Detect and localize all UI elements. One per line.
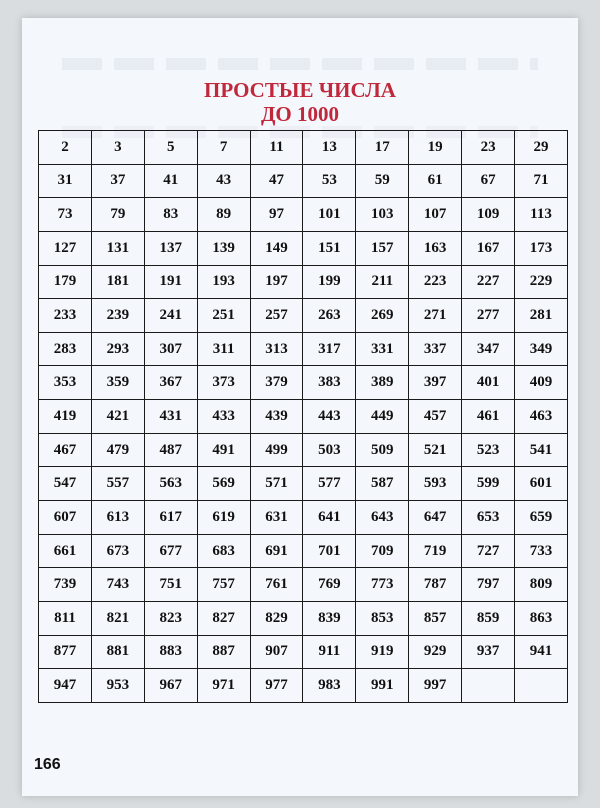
table-row	[39, 568, 568, 602]
prime-cell: 181	[91, 265, 144, 299]
prime-cell: 853	[356, 601, 409, 635]
prime-cell: 911	[303, 635, 356, 669]
prime-cell: 397	[409, 366, 462, 400]
table-row	[39, 164, 568, 198]
prime-cell: 317	[303, 332, 356, 366]
prime-cell: 971	[197, 669, 250, 703]
prime-cell: 701	[303, 534, 356, 568]
prime-cell: 449	[356, 400, 409, 434]
prime-cell: 257	[250, 299, 303, 333]
prime-cell: 823	[144, 601, 197, 635]
prime-cell: 43	[197, 164, 250, 198]
prime-cell: 179	[39, 265, 92, 299]
prime-cell: 557	[91, 467, 144, 501]
prime-cell: 443	[303, 400, 356, 434]
prime-cell: 857	[409, 601, 462, 635]
prime-cell: 389	[356, 366, 409, 400]
prime-cell: 683	[197, 534, 250, 568]
prime-cell: 61	[409, 164, 462, 198]
prime-cell: 17	[356, 131, 409, 165]
prime-cell: 599	[462, 467, 515, 501]
prime-cell: 337	[409, 332, 462, 366]
prime-cell: 941	[515, 635, 568, 669]
prime-cell: 673	[91, 534, 144, 568]
prime-cell: 59	[356, 164, 409, 198]
table-row	[39, 467, 568, 501]
prime-cell: 677	[144, 534, 197, 568]
prime-cell: 113	[515, 198, 568, 232]
table-row	[39, 332, 568, 366]
prime-cell: 797	[462, 568, 515, 602]
prime-cell: 743	[91, 568, 144, 602]
prime-cell: 13	[303, 131, 356, 165]
prime-cell: 647	[409, 501, 462, 535]
prime-cell: 829	[250, 601, 303, 635]
prime-cell: 619	[197, 501, 250, 535]
prime-cell: 37	[91, 164, 144, 198]
prime-cell: 617	[144, 501, 197, 535]
title-line-1: ПРОСТЫЕ ЧИСЛА	[204, 78, 396, 102]
prime-cell: 541	[515, 433, 568, 467]
prime-cell: 691	[250, 534, 303, 568]
prime-cell: 821	[91, 601, 144, 635]
prime-cell: 293	[91, 332, 144, 366]
prime-cell: 811	[39, 601, 92, 635]
prime-cell: 163	[409, 231, 462, 265]
prime-cell: 313	[250, 332, 303, 366]
page-title	[22, 78, 578, 126]
prime-cell: 883	[144, 635, 197, 669]
prime-cell: 569	[197, 467, 250, 501]
prime-cell: 863	[515, 601, 568, 635]
bleed-through-text	[62, 58, 538, 70]
prime-cell: 983	[303, 669, 356, 703]
prime-cell: 641	[303, 501, 356, 535]
prime-cell: 439	[250, 400, 303, 434]
prime-cell: 587	[356, 467, 409, 501]
prime-cell: 7	[197, 131, 250, 165]
page-number: 166	[34, 756, 61, 773]
prime-cell: 421	[91, 400, 144, 434]
title-line-2: ДО 1000	[260, 102, 340, 126]
prime-cell: 277	[462, 299, 515, 333]
prime-cell: 167	[462, 231, 515, 265]
prime-cell: 31	[39, 164, 92, 198]
prime-cell: 953	[91, 669, 144, 703]
prime-cell: 137	[144, 231, 197, 265]
prime-cell: 719	[409, 534, 462, 568]
prime-cell: 631	[250, 501, 303, 535]
prime-cell: 467	[39, 433, 92, 467]
table-row	[39, 669, 568, 703]
table-row	[39, 601, 568, 635]
prime-cell: 367	[144, 366, 197, 400]
prime-cell: 929	[409, 635, 462, 669]
table-row	[39, 265, 568, 299]
table-row	[39, 534, 568, 568]
table-row	[39, 198, 568, 232]
prime-cell: 47	[250, 164, 303, 198]
prime-cell: 97	[250, 198, 303, 232]
prime-cell: 269	[356, 299, 409, 333]
table-row	[39, 366, 568, 400]
prime-cell: 401	[462, 366, 515, 400]
prime-cell: 101	[303, 198, 356, 232]
prime-cell: 199	[303, 265, 356, 299]
prime-cell: 109	[462, 198, 515, 232]
prime-cell: 991	[356, 669, 409, 703]
prime-cell: 211	[356, 265, 409, 299]
table-row	[39, 299, 568, 333]
prime-cell: 103	[356, 198, 409, 232]
prime-cell: 83	[144, 198, 197, 232]
prime-cell: 71	[515, 164, 568, 198]
prime-cell: 223	[409, 265, 462, 299]
prime-cell: 409	[515, 366, 568, 400]
prime-cell: 937	[462, 635, 515, 669]
prime-cell: 727	[462, 534, 515, 568]
prime-cell: 431	[144, 400, 197, 434]
prime-cell: 787	[409, 568, 462, 602]
prime-cell: 379	[250, 366, 303, 400]
prime-cell: 839	[303, 601, 356, 635]
prime-cell: 191	[144, 265, 197, 299]
prime-cell: 3	[91, 131, 144, 165]
prime-cell: 547	[39, 467, 92, 501]
prime-cell: 131	[91, 231, 144, 265]
table-row	[39, 635, 568, 669]
prime-cell: 733	[515, 534, 568, 568]
prime-cell: 349	[515, 332, 568, 366]
prime-cell: 739	[39, 568, 92, 602]
prime-cell: 311	[197, 332, 250, 366]
prime-cell: 881	[91, 635, 144, 669]
prime-cell: 281	[515, 299, 568, 333]
prime-cell: 457	[409, 400, 462, 434]
prime-cell: 283	[39, 332, 92, 366]
prime-cell: 53	[303, 164, 356, 198]
prime-cell: 523	[462, 433, 515, 467]
prime-cell: 751	[144, 568, 197, 602]
prime-cell: 433	[197, 400, 250, 434]
prime-cell: 251	[197, 299, 250, 333]
prime-cell: 521	[409, 433, 462, 467]
prime-cell: 877	[39, 635, 92, 669]
prime-cell: 757	[197, 568, 250, 602]
prime-cell: 229	[515, 265, 568, 299]
prime-cell: 577	[303, 467, 356, 501]
table-row	[39, 231, 568, 265]
prime-cell: 487	[144, 433, 197, 467]
prime-cell: 463	[515, 400, 568, 434]
prime-cell: 67	[462, 164, 515, 198]
prime-cell: 773	[356, 568, 409, 602]
prime-cell: 19	[409, 131, 462, 165]
prime-cell: 907	[250, 635, 303, 669]
prime-cell: 643	[356, 501, 409, 535]
prime-cell: 73	[39, 198, 92, 232]
prime-cell: 347	[462, 332, 515, 366]
prime-cell: 41	[144, 164, 197, 198]
prime-cell: 241	[144, 299, 197, 333]
prime-cell: 239	[91, 299, 144, 333]
prime-cell: 149	[250, 231, 303, 265]
table-row	[39, 131, 568, 165]
prime-cell: 139	[197, 231, 250, 265]
table-row	[39, 501, 568, 535]
book-page	[22, 18, 578, 796]
prime-cell: 151	[303, 231, 356, 265]
prime-cell: 2	[39, 131, 92, 165]
prime-cell: 479	[91, 433, 144, 467]
prime-cell: 29	[515, 131, 568, 165]
prime-cell: 859	[462, 601, 515, 635]
prime-cell: 997	[409, 669, 462, 703]
prime-cell: 23	[462, 131, 515, 165]
prime-cell: 613	[91, 501, 144, 535]
prime-cell: 659	[515, 501, 568, 535]
prime-cell: 499	[250, 433, 303, 467]
table-row	[39, 433, 568, 467]
prime-cell: 79	[91, 198, 144, 232]
prime-cell: 419	[39, 400, 92, 434]
prime-cell: 197	[250, 265, 303, 299]
prime-cell: 503	[303, 433, 356, 467]
prime-cell: 127	[39, 231, 92, 265]
prime-cell: 307	[144, 332, 197, 366]
prime-cell: 661	[39, 534, 92, 568]
prime-cell: 947	[39, 669, 92, 703]
prime-cell: 601	[515, 467, 568, 501]
prime-cell: 373	[197, 366, 250, 400]
prime-cell: 359	[91, 366, 144, 400]
table-row	[39, 400, 568, 434]
prime-cell: 977	[250, 669, 303, 703]
prime-cell: 761	[250, 568, 303, 602]
prime-cell: 607	[39, 501, 92, 535]
prime-cell: 5	[144, 131, 197, 165]
prime-cell: 233	[39, 299, 92, 333]
prime-cell: 919	[356, 635, 409, 669]
empty-cell	[515, 669, 568, 703]
prime-cell: 653	[462, 501, 515, 535]
prime-cell: 11	[250, 131, 303, 165]
prime-cell: 461	[462, 400, 515, 434]
prime-cell: 383	[303, 366, 356, 400]
prime-cell: 107	[409, 198, 462, 232]
primes-table	[38, 130, 568, 703]
prime-cell: 271	[409, 299, 462, 333]
prime-cell: 709	[356, 534, 409, 568]
prime-cell: 769	[303, 568, 356, 602]
prime-cell: 563	[144, 467, 197, 501]
prime-cell: 571	[250, 467, 303, 501]
prime-cell: 353	[39, 366, 92, 400]
prime-cell: 331	[356, 332, 409, 366]
prime-cell: 193	[197, 265, 250, 299]
prime-cell: 509	[356, 433, 409, 467]
empty-cell	[462, 669, 515, 703]
prime-cell: 809	[515, 568, 568, 602]
prime-cell: 227	[462, 265, 515, 299]
prime-cell: 263	[303, 299, 356, 333]
prime-cell: 491	[197, 433, 250, 467]
prime-cell: 157	[356, 231, 409, 265]
prime-cell: 887	[197, 635, 250, 669]
prime-cell: 967	[144, 669, 197, 703]
prime-cell: 89	[197, 198, 250, 232]
prime-cell: 827	[197, 601, 250, 635]
prime-cell: 173	[515, 231, 568, 265]
prime-cell: 593	[409, 467, 462, 501]
